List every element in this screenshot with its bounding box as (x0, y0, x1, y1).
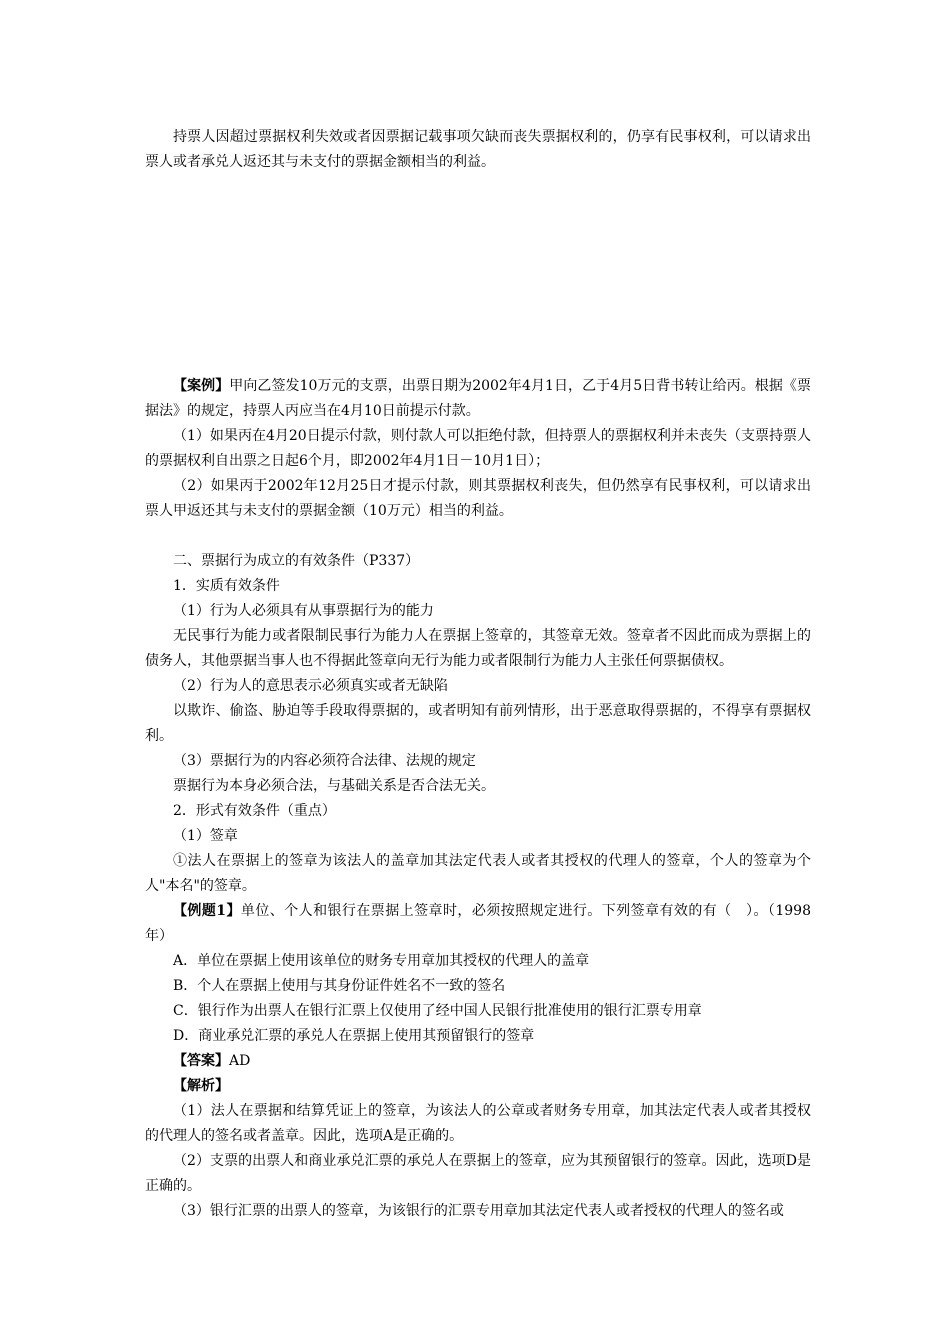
formal-1-text: ①法人在票据上的签章为该法人的盖章加其法定代表人或者其授权的代理人的签章，个人的签章为个人"本名"的签章。 (145, 853, 811, 894)
analysis-2: （2）支票的出票人和商业承兑汇票的承兑人在票据上的签章，应为其预留银行的签章。因此，选项D是正确的。 (145, 1153, 811, 1194)
top-section (145, 125, 811, 175)
condition-3-title: （3）票据行为的内容必须符合法律、法规的规定 (173, 753, 476, 769)
condition-2-title: （2）行为人的意思表示必须真实或者无缺陷 (173, 678, 448, 694)
example-question (145, 899, 811, 949)
answer-tag: 【答案】 (173, 1053, 229, 1069)
paragraph-rights-loss: 持票人因超过票据权利失效或者因票据记载事项欠缺而丧失票据权利的，仍享有民事权利，可以请求出票人或者承兑人返还其与未支付的票据金额相当的利益。 (145, 129, 811, 170)
condition-1-title: （1）行为人必须具有从事票据行为的能力 (173, 603, 434, 619)
option-c: C．银行作为出票人在银行汇票上仅使用了经中国人民银行批准使用的银行汇票专用章 (173, 1003, 702, 1019)
section-heading: 二、票据行为成立的有效条件（P337） (173, 553, 420, 569)
condition-1-text: 无民事行为能力或者限制民事行为能力人在票据上签章的，其签章无效。签章者不因此而成为票据上的债务人，其他票据当事人也不得据此签章向无行为能力或者限制行为能力人主张任何票据债权。 (145, 628, 811, 669)
example-question-text: 单位、个人和银行在票据上签章时，必须按照规定进行。下列签章有效的有（ ）。（1998年） (145, 903, 811, 944)
main-section (145, 374, 811, 1224)
subheading-substantive: 1．实质有效条件 (173, 578, 280, 594)
case-tag: 【案例】 (173, 378, 230, 394)
answer-value: AD (229, 1053, 251, 1069)
condition-3-text: 票据行为本身必须合法，与基础关系是否合法无关。 (173, 778, 495, 794)
case-text: 甲向乙签发10万元的支票，出票日期为2002年4月1日，乙于4月5日背书转让给丙。根据《票据法》的规定，持票人丙应当在4月10日前提示付款。 (145, 378, 811, 419)
analysis-1: （1）法人在票据和结算凭证上的签章，为该法人的公章或者财务专用章，加其法定代表人或者其授权的代理人的签名或者盖章。因此，选项A是正确的。 (145, 1103, 811, 1144)
case-item-1: （1）如果丙在4月20日提示付款，则付款人可以拒绝付款，但持票人的票据权利并未丧失（支票持票人的票据权利自出票之日起6个月，即2002年4月1日－10月1日）； (145, 428, 811, 469)
case-paragraph (145, 374, 811, 424)
case-item-2: （2）如果丙于2002年12月25日才提示付款，则其票据权利丧失，但仍然享有民事权利，可以请求出票人甲返还其与未支付的票据金额（10万元）相当的利益。 (145, 478, 811, 519)
example-tag: 【例题1】 (173, 903, 241, 919)
option-d: D．商业承兑汇票的承兑人在票据上使用其预留银行的签章 (173, 1028, 535, 1044)
option-a: A．单位在票据上使用该单位的财务专用章加其授权的代理人的盖章 (173, 953, 590, 969)
option-b: B．个人在票据上使用与其身份证件姓名不一致的签名 (173, 978, 506, 994)
analysis-3: （3）银行汇票的出票人的签章，为该银行的汇票专用章加其法定代表人或者授权的代理人的签名或 (173, 1203, 784, 1219)
formal-1-title: （1）签章 (173, 828, 238, 844)
analysis-tag: 【解析】 (173, 1078, 229, 1094)
subheading-formal: 2．形式有效条件（重点） (173, 803, 336, 819)
answer-line (145, 1049, 811, 1074)
condition-2-text: 以欺诈、偷盗、胁迫等手段取得票据的，或者明知有前列情形，出于恶意取得票据的，不得享有票据权利。 (145, 703, 811, 744)
spacer (145, 524, 811, 549)
